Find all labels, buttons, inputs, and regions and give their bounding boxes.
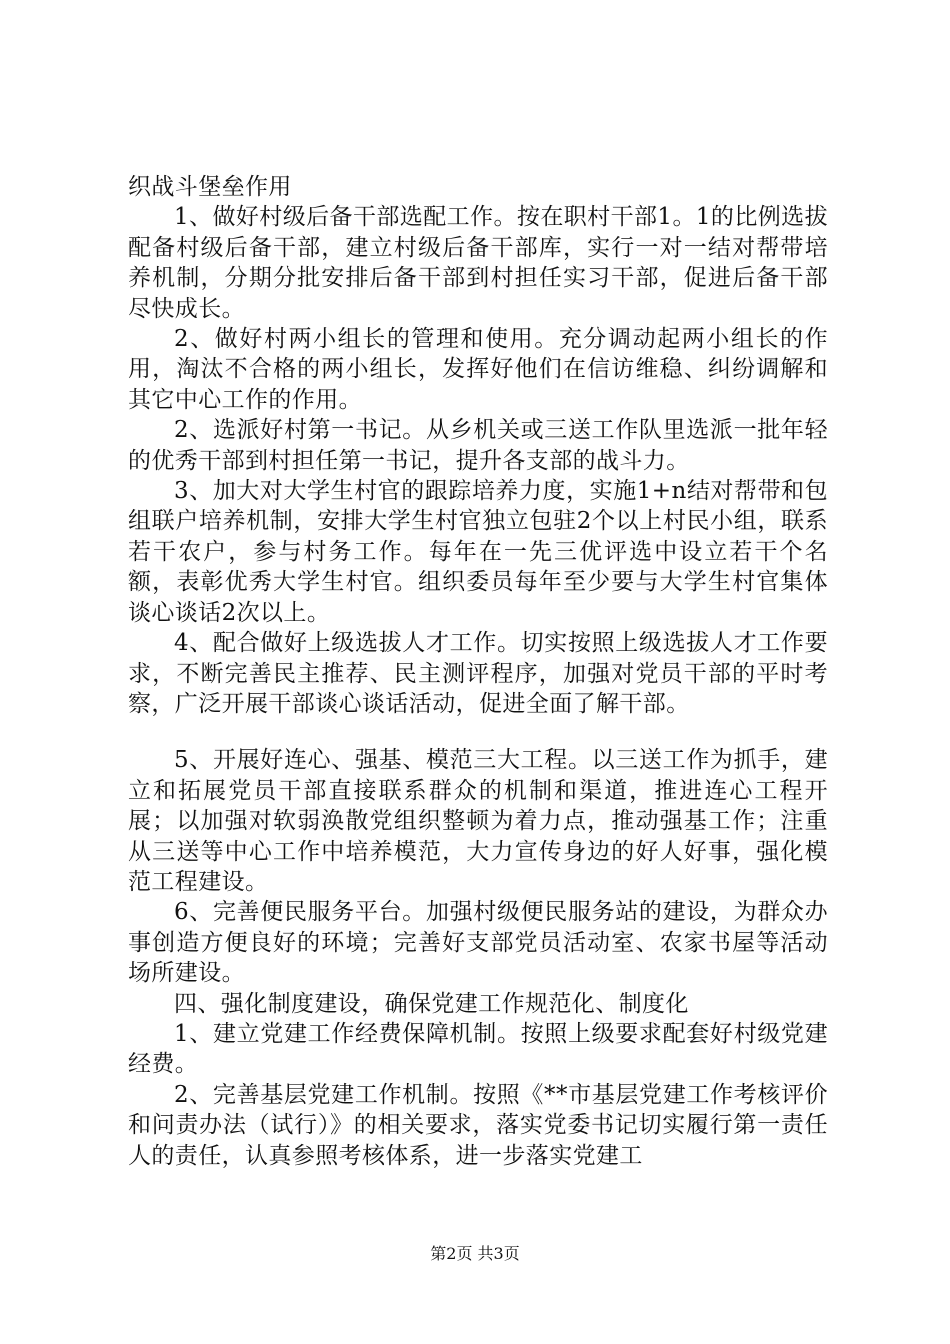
paragraph-item-1: 1、做好村级后备干部选配工作。按在职村干部1。1的比例选拔配备村级后备干部，建立村级后备干部库，实行一对一结对帮带培养机制，分期分批安排后备干部到村担任实习干部，促进后备干部尽快成长。	[128, 204, 828, 322]
paragraph-item-2: 2、做好村两小组长的管理和使用。充分调动起两小组长的作用，淘汰不合格的两小组长，发挥好他们在信访维稳、纠纷调解和其它中心工作的作用。	[128, 326, 828, 413]
page-footer: 第2页 共3页	[430, 1244, 520, 1263]
paragraph-item-6: 6、完善便民服务平台。加强村级便民服务站的建设，为群众办事创造方便良好的环境；完善好支部党员活动室、农家书屋等活动场所建设。	[128, 899, 828, 987]
document-body	[128, 172, 828, 1171]
paragraph-item-2b: 2、选派好村第一书记。从乡机关或三送工作队里选派一批年轻的优秀干部到村担任第一书记，提升各支部的战斗力。	[128, 417, 828, 474]
paragraph-item-4: 4、配合做好上级选拔人才工作。切实按照上级选拔人才工作要求，不断完善民主推荐、民主测评程序，加强对党员干部的平时考察，广泛开展干部谈心谈话活动，促进全面了解干部。	[128, 630, 828, 717]
paragraph-continuation: 织战斗堡垒作用	[128, 174, 292, 200]
paragraph-item-3: 3、加大对大学生村官的跟踪培养力度，实施1+n结对帮带和包组联户培养机制，安排大学生村官独立包驻2个以上村民小组，联系若干农户，参与村务工作。每年在一先三优评选中设立若干个名额，表彰优秀大学生村官。组织委员每年至少要与大学生村官集体谈心谈话2次以上。	[128, 478, 828, 626]
paragraph-section4-item-1: 1、建立党建工作经费保障机制。按照上级要求配套好村级党建经费。	[128, 1020, 828, 1078]
section-heading-4: 四、强化制度建设，确保党建工作规范化、制度化	[174, 990, 689, 1017]
paragraph-item-5: 5、开展好连心、强基、模范三大工程。以三送工作为抓手，建立和拓展党员干部直接联系群众的机制和渠道，推进连心工程开展；以加强对软弱涣散党组织整顿为着力点，推动强基工作；注重从三送等中心工作中培养模范，大力宣传身边的好人好事，强化模范工程建设。	[128, 747, 828, 895]
paragraph-section4-item-2: 2、完善基层党建工作机制。按照《**市基层党建工作考核评价和问责办法（试行）》的相关要求，落实党委书记切实履行第一责任人的责任，认真参照考核体系，进一步落实党建工	[128, 1081, 828, 1169]
